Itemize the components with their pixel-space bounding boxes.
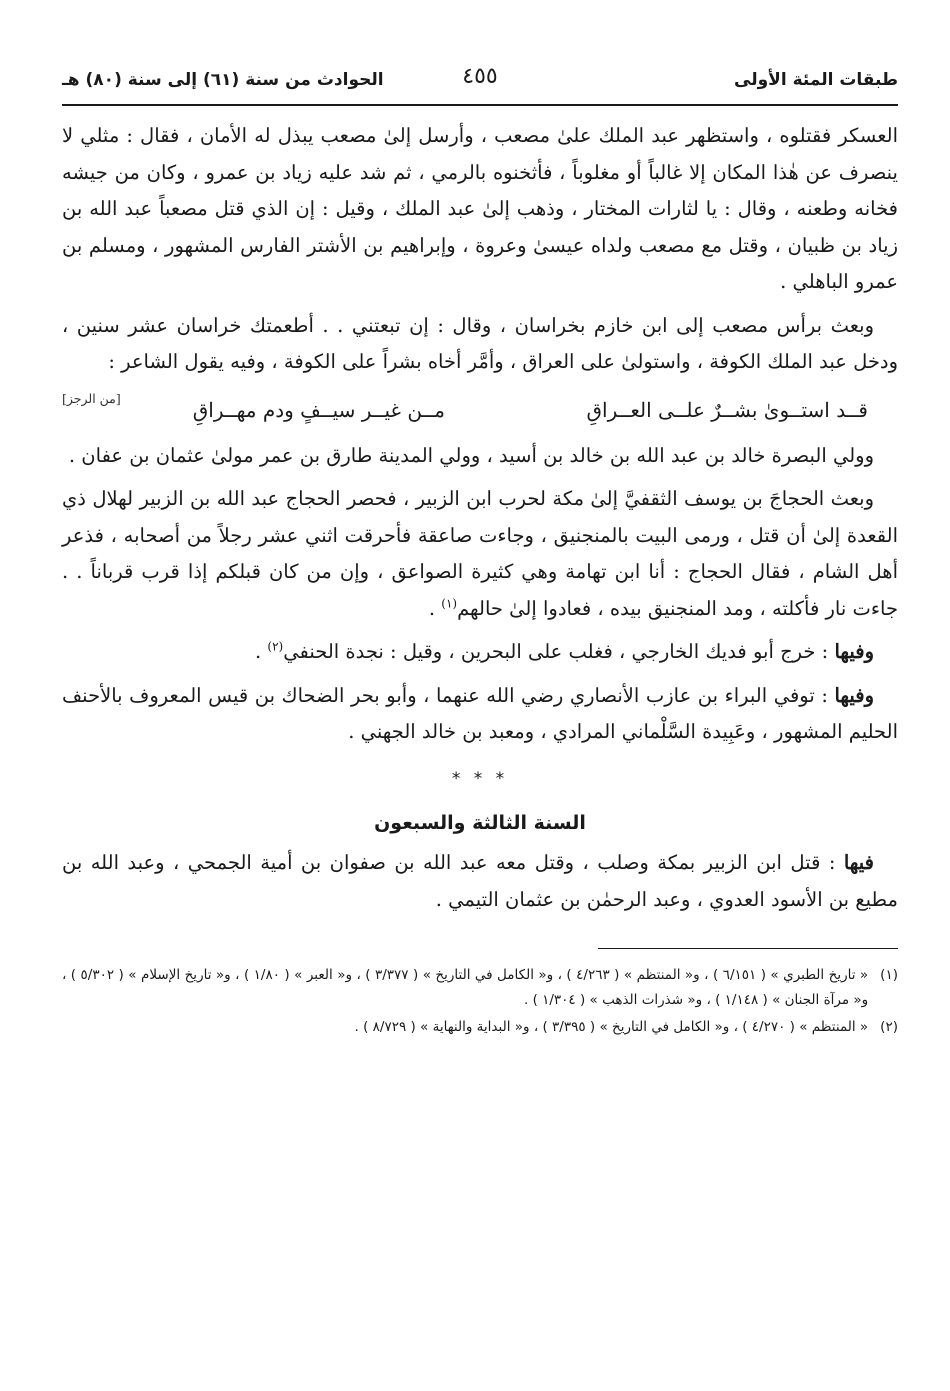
paragraph-5-text: : خرج أبو فديك الخارجي ، فغلب على البحرين ، وقيل : نجدة الحنفي	[283, 640, 835, 663]
paragraph-5	[62, 634, 898, 671]
section-paragraph-lead: فيها	[843, 851, 874, 874]
footnote-ref-1[interactable]: (١)	[441, 596, 458, 610]
paragraph-5-end: .	[255, 640, 268, 663]
book-title: طبقات المئة الأولى	[734, 70, 898, 90]
meter-note: [من الرجز]	[62, 390, 121, 406]
paragraph-2-text: وبعث برأس مصعب إلى ابن خازم بخراسان ، وقال : إن تبعتني . . أطعمتك خراسان عشر سنين ، ودخل عبد الملك الكوفة ، واستولىٰ على العراق ، وأمَّر أخاه بشراً على الكوفة ، وفيه يقول الشاعر :	[62, 313, 898, 373]
body-text	[62, 118, 898, 918]
book-page	[62, 60, 898, 1360]
section-separator: * * *	[451, 768, 509, 789]
poetry-verse	[145, 388, 898, 432]
chapter-title: الحوادث من سنة (٦١) إلى سنة (٨٠) هـ	[62, 70, 384, 90]
page-number: ٤٥٥	[462, 64, 498, 89]
section-paragraph-text: : قتل ابن الزبير بمكة وصلب ، وقتل معه عبد الله بن صفوان بن أمية الجمحي ، وعبد الله بن مطيع بن الأسود العدوي ، وعبد الرحمٰن بن عثمان التيمي .	[62, 851, 898, 911]
paragraph-2	[62, 308, 898, 406]
paragraph-6	[62, 678, 898, 751]
paragraph-1: العسكر فقتلوه ، واستظهر عبد الملك علىٰ مصعب ، وأرسل إلىٰ مصعب يبذل له الأمان ، فقال : مثلي لا ينصرف عن هٰذا المكان إلا غالباً أو مغلوباً ، فأثخنوه بالرمي ، ثم شد عليه زياد بن عمرو ، وكان من جيشه فخانه وطعنه ، وقال : يا لثارات المختار ، وذهب إلىٰ عبد الملك ، وقيل : إن الذي قتل مصعباً عبد الله بن زياد بن ظبيان ، وقتل مع مصعب ولداه عيسىٰ وعروة ، وإبراهيم بن الأشتر الفارس المشهور ، ومسلم بن عمرو الباهلي .	[62, 124, 898, 293]
paragraph-6-lead: وفيها	[834, 683, 874, 707]
footnotes	[62, 963, 898, 1040]
paragraph-5-lead: وفيها	[834, 640, 874, 663]
section-heading: السنة الثالثة والسبعون	[374, 812, 586, 834]
header-rule	[62, 104, 898, 106]
paragraph-4	[62, 481, 898, 627]
footnote-rule	[598, 948, 898, 949]
footnote-2	[62, 1015, 898, 1040]
paragraph-4-end: .	[428, 596, 442, 620]
verse-first-hemistich: قــد استــوىٰ بشــرٌ علــى العــراقِ	[586, 397, 868, 422]
footnote-text: « تاريخ الطبري » ( ٦/١٥١ ) ، و« المنتظم » ( ٤/٢٦٣ ) ، و« الكامل في التاريخ » ( ٣/٣٧٧ ) ، و« العبر » ( ١/٨٠ ) ، و« تاريخ الإسلام » ( ٥/٣٠٢ ) ، و« مرآة الجنان » ( ١/١٤٨ ) ، و« شذرات الذهب » ( ١/٣٠٤ ) .	[62, 967, 869, 1008]
running-header	[62, 60, 898, 108]
footnote-1	[62, 963, 898, 1013]
footnote-number: (١)	[880, 967, 898, 983]
footnote-ref-2[interactable]: (٢)	[267, 639, 284, 654]
footnote-number: (٢)	[880, 1019, 898, 1035]
footnote-text: « المنتظم » ( ٤/٢٧٠ ) ، و« الكامل في التاريخ » ( ٣/٣٩٥ ) ، و« البداية والنهاية » ( ٨/٧٢٩ ) .	[354, 1019, 869, 1035]
section-paragraph	[62, 845, 898, 918]
verse-second-hemistich: مــن غيــر سيــفٍ ودم مهــراقِ	[192, 397, 446, 422]
paragraph-4-text: وبعث الحجاجَ بن يوسف الثقفيَّ إلىٰ مكة لحرب ابن الزبير ، فحصر الحجاج عبد الله بن الزبير لهلال ذي القعدة إلىٰ أن قتل ، ورمى البيت بالمنجنيق ، وجاءت صاعقة فأحرقت اثني عشر رجلاً من أصحابه ، فذعر أهل الشام ، فقال الحجاج : أنا ابن تهامة وهي كثيرة الصواعق ، وإن من كان قبلكم إذا قرب قرباناً . . جاءت نار فأكلته ، ومد المنجنيق بيده ، فعادوا إلىٰ حالهم	[62, 487, 898, 620]
paragraph-6-text: : توفي البراء بن عازب الأنصاري رضي الله عنهما ، وأبو بحر الضحاك بن قيس المعروف بالأحنف الحليم المشهور ، وعَبِيدة السَّلْماني المرادي ، ومعبد بن خالد الجهني .	[62, 683, 898, 743]
paragraph-3: وولي البصرة خالد بن عبد الله بن خالد بن أسيد ، وولي المدينة طارق بن عمر مولىٰ عثمان بن عفان .	[68, 443, 874, 467]
